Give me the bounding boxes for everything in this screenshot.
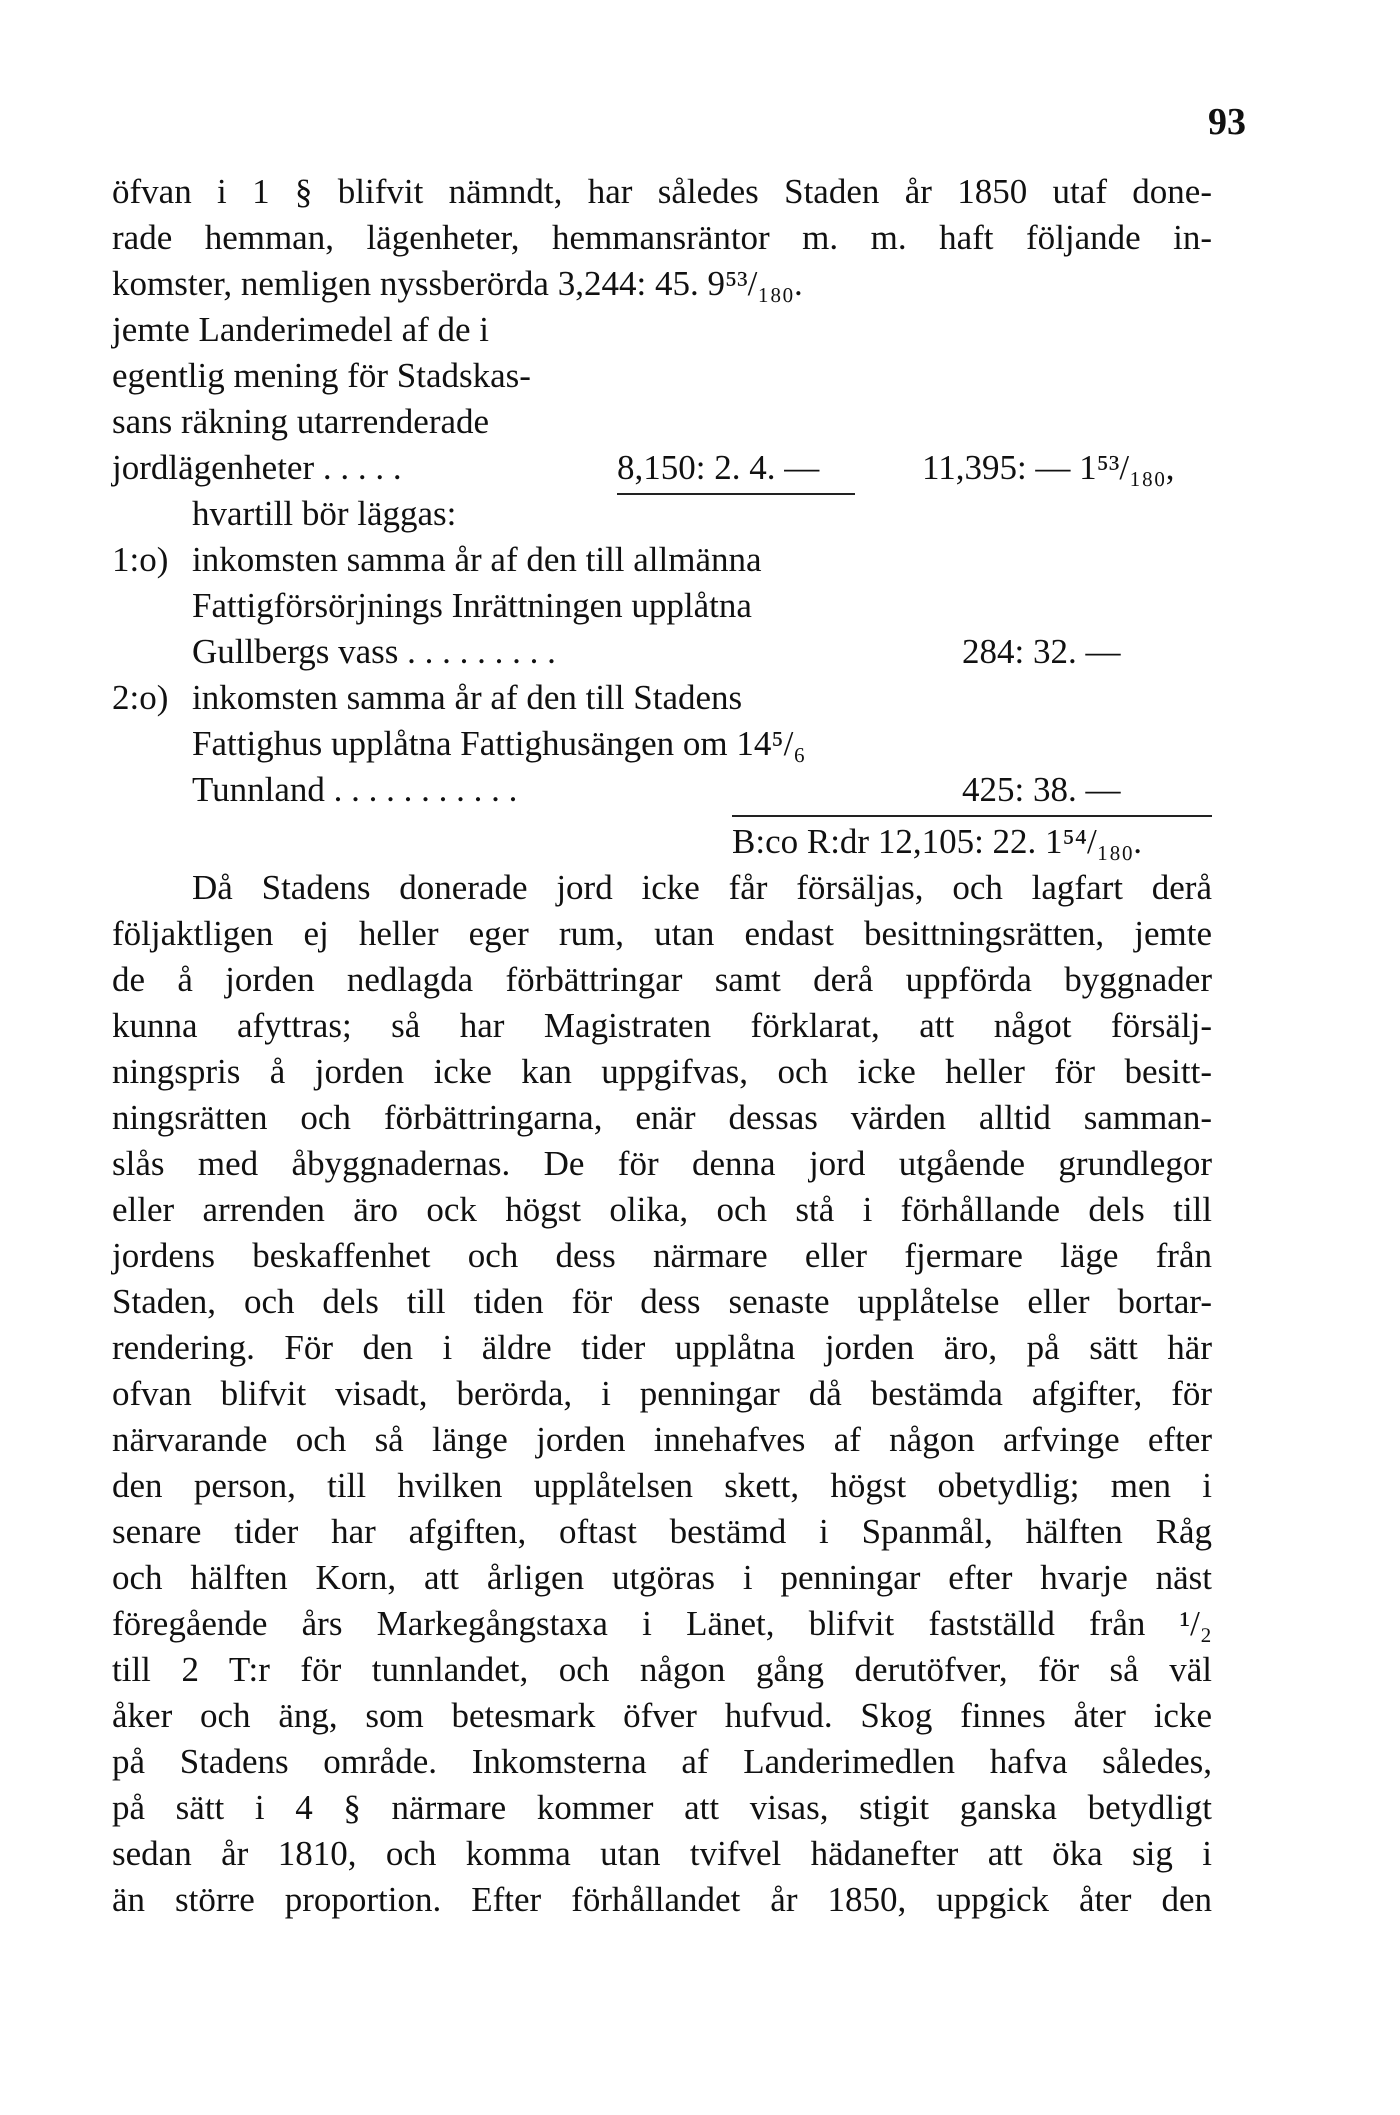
paragraph-line: kunna afyttras; så har Magistraten förklarat, att något försälj- [112, 1006, 1212, 1045]
item-line: Tunnland . . . . . . . . . . . [192, 770, 518, 809]
paragraph-line: till 2 T:r för tunnlandet, och någon gång derutöfver, för så väl [112, 1650, 1212, 1689]
item-number: 1:o) [112, 540, 169, 579]
paragraph-line: ningspris å jorden icke kan uppgifvas, och icke heller för besitt- [112, 1052, 1212, 1091]
jordlag-amount: 8,150: 2. 4. — [617, 448, 820, 487]
paragraph-line: jordens beskaffenhet och dess närmare eller fjermare läge från [112, 1236, 1212, 1275]
total-line: B:co R:dr 12,105: 22. 1⁵⁴/₁₈₀. [732, 822, 1143, 861]
paragraph-line: än större proportion. Efter förhållandet år 1850, uppgick åter den [112, 1880, 1212, 1919]
item-line: inkomsten samma år af den till Stadens [192, 678, 743, 717]
paragraph-line: eller arrenden äro ock högst olika, och stå i förhållande dels till [112, 1190, 1212, 1229]
item-line: Gullbergs vass . . . . . . . . . [192, 632, 556, 671]
item-amount: 425: 38. — [962, 770, 1121, 809]
paragraph-line: Staden, och dels till tiden för dess senaste upplåtelse eller bortar- [112, 1282, 1212, 1321]
paragraph-line: slås med åbyggnadernas. De för denna jord utgående grundlegor [112, 1144, 1212, 1183]
page-number: 93 [1208, 101, 1246, 143]
landeri-line: sans räkning utarrenderade [112, 402, 490, 441]
intro-line: rade hemman, lägenheter, hemmansräntor m. m. haft följande in- [112, 218, 1212, 257]
paragraph-line: närvarande och så länge jorden innehafves af någon arfvinge efter [112, 1420, 1212, 1459]
intro-line: komster, nemligen nyssberörda 3,244: 45. 9⁵³/₁₈₀. [112, 264, 803, 303]
paragraph-line: på sätt i 4 § närmare kommer att visas, stigit ganska betydligt [112, 1788, 1212, 1827]
paragraph-line: föregående års Markegångstaxa i Länet, blifvit fastställd från ¹/₂ [112, 1604, 1212, 1643]
paragraph-line: senare tider har afgiften, oftast bestämd i Spanmål, hälften Råg [112, 1512, 1212, 1551]
intro-line: öfvan i 1 § blifvit nämndt, har således Staden år 1850 utaf done- [112, 172, 1212, 211]
paragraph-line: Då Stadens donerade jord icke får försäljas, och lagfart derå [192, 868, 1212, 907]
paragraph-line: den person, till hvilken upplåtelsen skett, högst obetydlig; men i [112, 1466, 1212, 1505]
item-amount: 284: 32. — [962, 632, 1121, 671]
landeri-line: jemte Landerimedel af de i [112, 310, 490, 349]
item-number: 2:o) [112, 678, 169, 717]
paragraph-line: sedan år 1810, och komma utan tvifvel hädanefter att öka sig i [112, 1834, 1212, 1873]
paragraph-line: ofvan blifvit visadt, berörda, i penningar då bestämda afgifter, för [112, 1374, 1212, 1413]
hvartill-line: hvartill bör läggas: [192, 494, 457, 533]
landeri-line: egentlig mening för Stadskas- [112, 356, 531, 395]
jordlag-label: jordlägenheter . . . . . [112, 448, 402, 487]
item-line: inkomsten samma år af den till allmänna [192, 540, 762, 579]
jordlag-sum: 11,395: — 1⁵³/₁₈₀, [922, 448, 1175, 487]
paragraph-line: de å jorden nedlagda förbättringar samt derå uppförda byggnader [112, 960, 1212, 999]
item-line: Fattigförsörjnings Inrättningen upplåtna [192, 586, 752, 625]
paragraph-line: på Stadens område. Inkomsterna af Landerimedlen hafva således, [112, 1742, 1212, 1781]
sum-rule [732, 815, 1212, 817]
paragraph-line: ningsrätten och förbättringarna, enär dessas värden alltid samman- [112, 1098, 1212, 1137]
item-line: Fattighus upplåtna Fattighusängen om 14⁵/₆ [192, 724, 806, 763]
paragraph-line: rendering. För den i äldre tider upplåtna jorden äro, på sätt här [112, 1328, 1212, 1367]
paragraph-line: åker och äng, som betesmark öfver hufvud. Skog finnes åter icke [112, 1696, 1212, 1735]
paragraph-line: och hälften Korn, att årligen utgöras i penningar efter hvarje näst [112, 1558, 1212, 1597]
amount-underline [617, 493, 855, 495]
paragraph-line: följaktligen ej heller eger rum, utan endast besittningsrätten, jemte [112, 914, 1212, 953]
